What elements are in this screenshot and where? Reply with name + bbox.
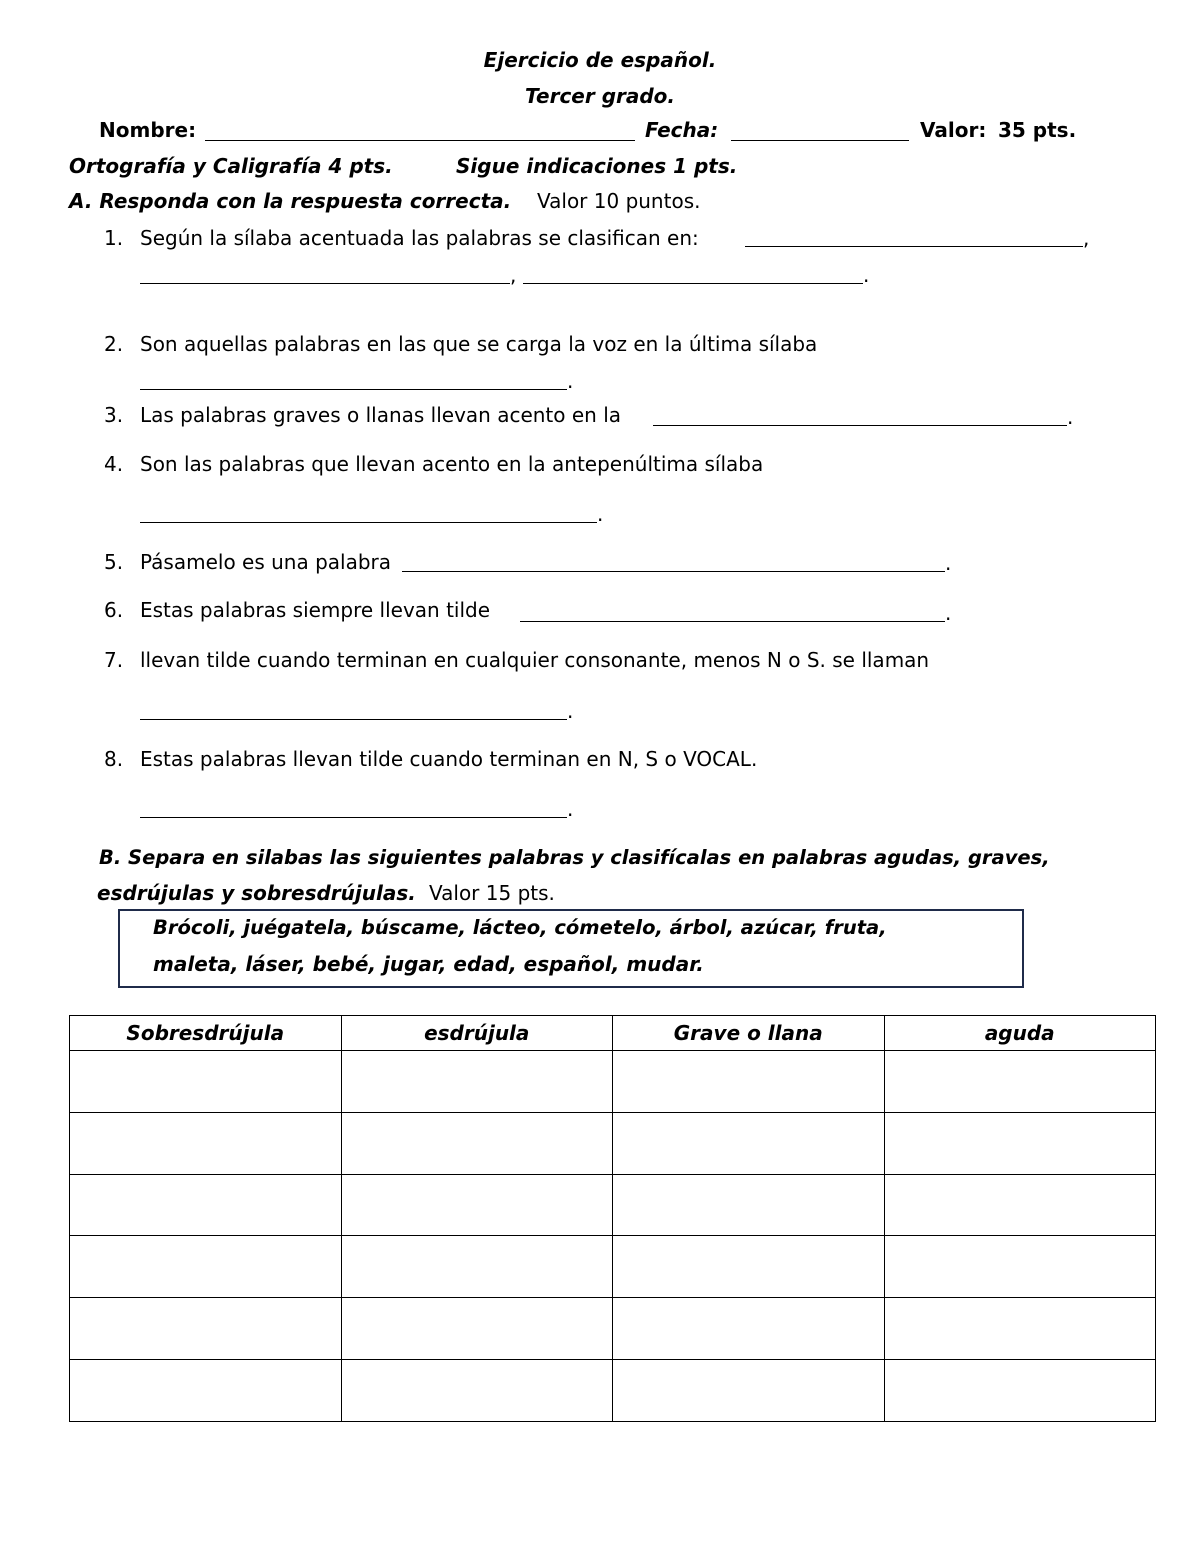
name-field[interactable] [205, 140, 635, 141]
name-label: Nombre: [99, 118, 197, 142]
table-cell[interactable] [341, 1174, 613, 1236]
question-text: Pásamelo es una palabra [140, 550, 392, 574]
section-a-heading: A. Responda con la respuesta correcta. [69, 189, 512, 213]
question-text: Estas palabras siempre llevan tilde [140, 598, 491, 622]
table-row [70, 1360, 1156, 1422]
table-cell[interactable] [884, 1174, 1156, 1236]
table-cell[interactable] [70, 1236, 342, 1298]
table-cell[interactable] [70, 1051, 342, 1113]
period: . [567, 797, 574, 821]
value-label: Valor: [920, 118, 987, 142]
comma: , [1083, 226, 1090, 250]
table-cell[interactable] [341, 1112, 613, 1174]
answer-line[interactable] [523, 283, 863, 284]
word-bank-line-1: Brócoli, juégatela, búscame, lácteo, cómetelo, árbol, azúcar, fruta, [153, 916, 887, 939]
table-cell[interactable] [70, 1298, 342, 1360]
table-header-row [70, 1016, 1156, 1051]
table-cell[interactable] [70, 1360, 342, 1422]
column-header-sobresdrujula: Sobresdrújula [70, 1016, 342, 1051]
table-cell[interactable] [884, 1298, 1156, 1360]
column-header-esdrujula: esdrújula [341, 1016, 613, 1051]
period: . [945, 601, 952, 625]
question-text: Según la sílaba acentuada las palabras se clasifican en: [140, 226, 699, 250]
word-bank-line-2: maleta, láser, bebé, jugar, edad, español, mudar. [153, 952, 704, 976]
answer-line[interactable] [140, 522, 597, 523]
answer-line[interactable] [140, 719, 567, 720]
table-row [70, 1236, 1156, 1298]
table-cell[interactable] [613, 1236, 885, 1298]
orthography-score: Ortografía y Caligrafía 4 pts. [69, 154, 393, 178]
date-field[interactable] [731, 140, 909, 141]
question-number: 3. [104, 403, 124, 427]
date-label: Fecha: [645, 118, 719, 142]
answer-line[interactable] [140, 817, 567, 818]
answer-line[interactable] [140, 283, 510, 284]
period: . [863, 263, 870, 287]
question-text: Las palabras graves o llanas llevan acento en la [140, 403, 622, 427]
period: . [597, 502, 604, 526]
question-number: 5. [104, 550, 124, 574]
table-cell[interactable] [613, 1360, 885, 1422]
table-cell[interactable] [341, 1298, 613, 1360]
section-a-value: Valor 10 puntos. [537, 189, 701, 213]
table-cell[interactable] [70, 1112, 342, 1174]
table-cell[interactable] [613, 1298, 885, 1360]
question-number: 8. [104, 747, 124, 771]
question-number: 7. [104, 648, 124, 672]
table-cell[interactable] [884, 1360, 1156, 1422]
table-cell[interactable] [341, 1360, 613, 1422]
page-title: Ejercicio de español. [483, 48, 717, 72]
column-header-grave: Grave o llana [613, 1016, 885, 1051]
table-cell[interactable] [884, 1051, 1156, 1113]
section-b-heading: B. Separa en silabas las siguientes palabras y clasifícalas en palabras agudas, graves, [99, 846, 1050, 869]
table-row [70, 1174, 1156, 1236]
section-b-value: Valor 15 pts. [429, 881, 555, 905]
question-number: 6. [104, 598, 124, 622]
answer-line[interactable] [140, 389, 567, 390]
answer-line[interactable] [745, 246, 1083, 247]
table-cell[interactable] [70, 1174, 342, 1236]
answer-line[interactable] [653, 425, 1067, 426]
table-cell[interactable] [341, 1051, 613, 1113]
table-row [70, 1298, 1156, 1360]
table-cell[interactable] [884, 1236, 1156, 1298]
table-row [70, 1051, 1156, 1113]
grade-label: Tercer grado. [524, 84, 676, 108]
period: . [567, 369, 574, 393]
table-cell[interactable] [613, 1174, 885, 1236]
question-text: llevan tilde cuando terminan en cualquier consonante, menos N o S. se llaman [140, 648, 930, 672]
table-cell[interactable] [884, 1112, 1156, 1174]
total-value: 35 pts. [998, 118, 1077, 142]
answer-line[interactable] [402, 571, 945, 572]
comma: , [510, 263, 517, 287]
question-number: 4. [104, 452, 124, 476]
table-cell[interactable] [613, 1112, 885, 1174]
period: . [1067, 405, 1074, 429]
table-row [70, 1112, 1156, 1174]
answer-line[interactable] [520, 621, 945, 622]
question-text: Son las palabras que llevan acento en la antepenúltima sílaba [140, 452, 764, 476]
classification-table [69, 1015, 1156, 1422]
column-header-aguda: aguda [884, 1016, 1156, 1051]
period: . [945, 551, 952, 575]
table-cell[interactable] [613, 1051, 885, 1113]
period: . [567, 699, 574, 723]
question-text: Son aquellas palabras en las que se carga la voz en la última sílaba [140, 332, 818, 356]
section-b-heading-cont: esdrújulas y sobresdrújulas. [97, 881, 416, 905]
instructions-score: Sigue indicaciones 1 pts. [456, 154, 738, 178]
question-number: 1. [104, 226, 124, 250]
table-cell[interactable] [341, 1236, 613, 1298]
question-number: 2. [104, 332, 124, 356]
question-text: Estas palabras llevan tilde cuando terminan en N, S o VOCAL. [140, 747, 758, 771]
